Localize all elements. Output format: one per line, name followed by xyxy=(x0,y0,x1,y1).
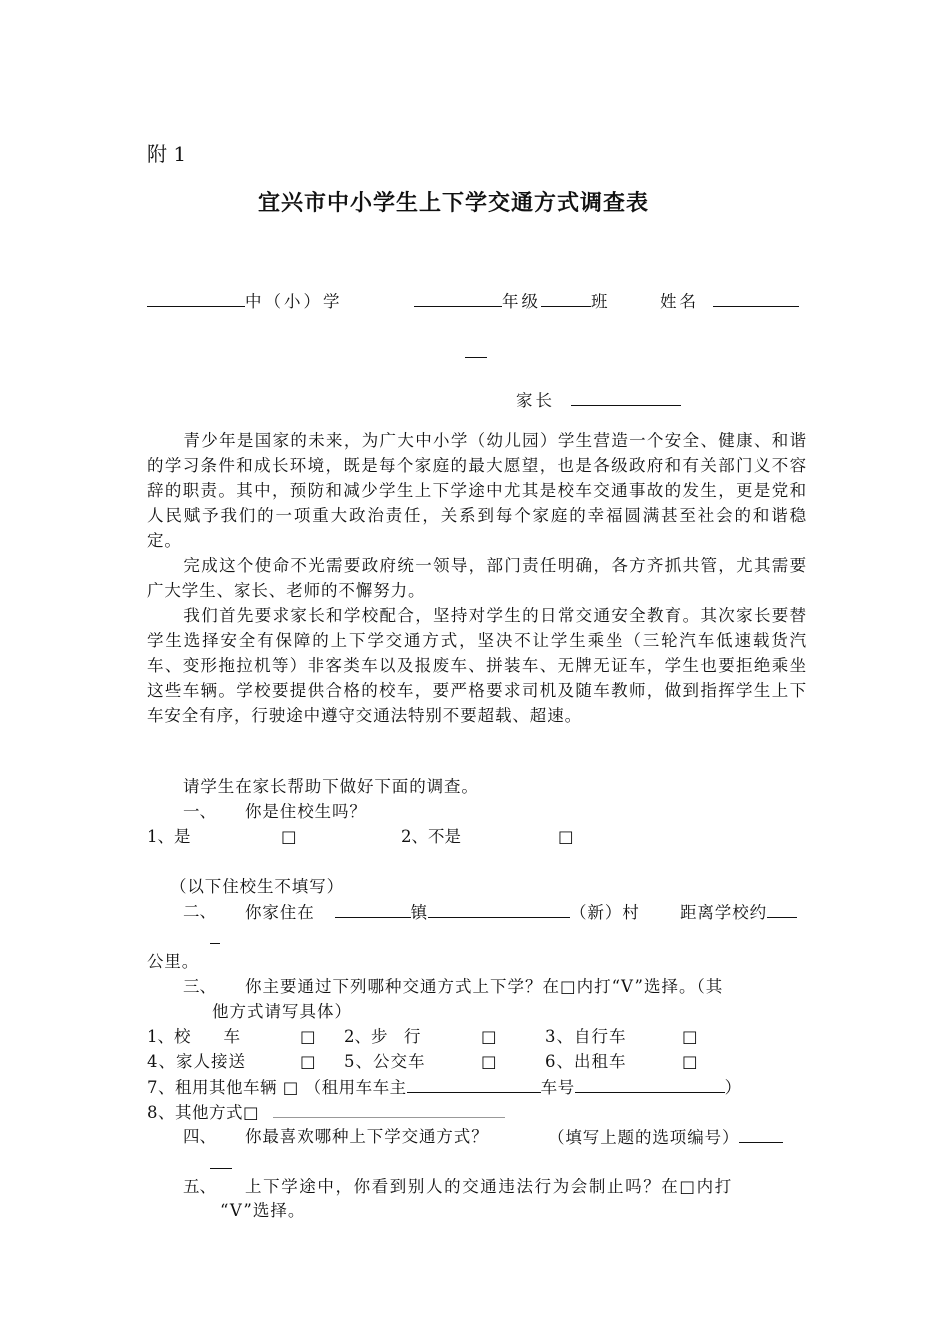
q1-checkbox-no[interactable]: □ xyxy=(558,827,574,846)
q4-text: 你最喜欢哪种上下学交通方式？ xyxy=(245,1127,489,1146)
paragraph-2: 完成这个使命不光需要政府统一领导，部门责任明确，各方齐抓共管，尤其需要广大学生、家长、老师的不懈努力。 xyxy=(147,556,807,600)
q4-number: 四、 xyxy=(183,1127,216,1146)
q5-number: 五、 xyxy=(183,1177,216,1196)
q4-blank-overflow xyxy=(210,1160,232,1169)
survey-intro: 请学生在家长帮助下做好下面的调查。 xyxy=(183,777,479,796)
q3-plate-label: 车号 xyxy=(540,1078,575,1097)
distance-blank-overflow xyxy=(210,935,220,944)
q3-checkbox-6[interactable]: □ xyxy=(682,1052,698,1071)
class-label: 班 xyxy=(591,292,611,311)
q3-option-5: 5、公交车 xyxy=(344,1052,426,1071)
grade-label: 年级 xyxy=(502,292,541,311)
q2-text: 你家住在 xyxy=(245,903,315,922)
q2-town: 镇 xyxy=(410,903,429,922)
q3-checkbox-2[interactable]: □ xyxy=(481,1027,497,1046)
q3-option-7-row xyxy=(147,1076,742,1099)
q3-text-line2: 他方式请写具体） xyxy=(212,1002,352,1021)
q3-option-8-row xyxy=(147,1101,505,1124)
village-blank[interactable] xyxy=(428,901,570,918)
q3-option-8: 8、其他方式 xyxy=(147,1103,243,1122)
page-title: 宜兴市中小学生上下学交通方式调查表 xyxy=(258,191,650,216)
q3-checkbox-3[interactable]: □ xyxy=(682,1027,698,1046)
name-label: 姓名 xyxy=(660,292,699,311)
q4-blank[interactable] xyxy=(739,1126,783,1143)
name-blank[interactable] xyxy=(713,290,799,307)
paragraph-3: 我们首先要求家长和学校配合，坚持对学生的日常交通安全教育。其次家长要替学生选择安全有保障的上下学交通方式，坚决不让学生乘坐（三轮汽车低速载货汽车、变形拖拉机等）非客类车以及报废车、拼装车、无牌无证车，学生也要拒绝乘坐这些车辆。学校要提供合格的校车，要严格要求司机及随车教师，做到指挥学生上下车安全有序，行驶途中遵守交通法特别不要超载、超速。 xyxy=(147,606,807,725)
q2-number: 二、 xyxy=(183,902,216,921)
q3-number: 三、 xyxy=(183,977,216,996)
q1-note: （以下住校生不填写） xyxy=(170,877,344,896)
q3-checkbox-7[interactable]: □ xyxy=(282,1078,299,1097)
parent-row xyxy=(516,389,681,412)
school-suffix: 中（小）学 xyxy=(245,292,343,311)
q5-text-line2: “V”选择。 xyxy=(220,1201,306,1220)
q3-option-1: 1、校 车 xyxy=(147,1027,240,1046)
q3-checkbox-8[interactable]: □ xyxy=(243,1103,260,1122)
grade-class-row xyxy=(414,290,611,313)
name-row xyxy=(660,290,799,313)
q3-option-6: 6、出租车 xyxy=(545,1052,627,1071)
other-blank[interactable] xyxy=(273,1101,505,1118)
q1-option-no: 2、不是 xyxy=(401,827,461,846)
school-blank[interactable] xyxy=(147,290,245,307)
q4-hint-row xyxy=(548,1126,783,1149)
q3-option-7: 7、租用其他车辆 xyxy=(147,1078,277,1097)
q1-text: 你是住校生吗？ xyxy=(245,802,367,821)
class-blank[interactable] xyxy=(541,290,591,307)
q2-distance-row xyxy=(680,901,797,924)
q3-close-paren: ） xyxy=(724,1078,742,1097)
q3-option-2: 2、步 行 xyxy=(344,1027,421,1046)
q3-owner-label: （租用车车主 xyxy=(304,1078,407,1097)
header-row xyxy=(147,290,343,313)
q2-unit: 公里。 xyxy=(147,952,200,971)
distance-blank[interactable] xyxy=(767,901,797,918)
q1-option-yes: 1、是 xyxy=(147,827,191,846)
q2-row xyxy=(245,901,640,924)
paragraph-1: 青少年是国家的未来，为广大中小学（幼儿园）学生营造一个安全、健康、和谐的学习条件和成长环境，既是每个家庭的最大愿望，也是各级政府和有关部门义不容辞的职责。其中，预防和减少学生上下学途中尤其是校车交通事故的发生，更是党和人民赋予我们的一项重大政治责任，关系到每个家庭的幸福圆满甚至社会的和谐稳定。 xyxy=(147,431,807,550)
q3-checkbox-1[interactable]: □ xyxy=(300,1027,316,1046)
name-blank-overflow xyxy=(465,345,487,358)
town-blank[interactable] xyxy=(335,901,411,918)
parent-blank[interactable] xyxy=(571,389,681,406)
q3-checkbox-4[interactable]: □ xyxy=(300,1052,316,1071)
annex-label: 附 1 xyxy=(147,142,187,166)
grade-blank[interactable] xyxy=(414,290,502,307)
q3-checkbox-5[interactable]: □ xyxy=(481,1052,497,1071)
parent-label: 家长 xyxy=(516,391,555,410)
q3-option-3: 3、自行车 xyxy=(545,1027,627,1046)
q5-text-line1: 上下学途中，你看到别人的交通违法行为会制止吗？在□内打 xyxy=(245,1177,733,1196)
q4-hint: （填写上题的选项编号） xyxy=(548,1128,740,1147)
q2-distance: 距离学校约 xyxy=(680,903,767,922)
q1-checkbox-yes[interactable]: □ xyxy=(281,827,297,846)
q3-text-line1: 你主要通过下列哪种交通方式上下学？在□内打“V”选择。（其 xyxy=(245,977,724,996)
q1-number: 一、 xyxy=(183,802,216,821)
owner-blank[interactable] xyxy=(407,1076,541,1093)
q3-option-4: 4、家人接送 xyxy=(147,1052,246,1071)
plate-blank[interactable] xyxy=(575,1076,725,1093)
q2-village: （新）村 xyxy=(570,903,640,922)
